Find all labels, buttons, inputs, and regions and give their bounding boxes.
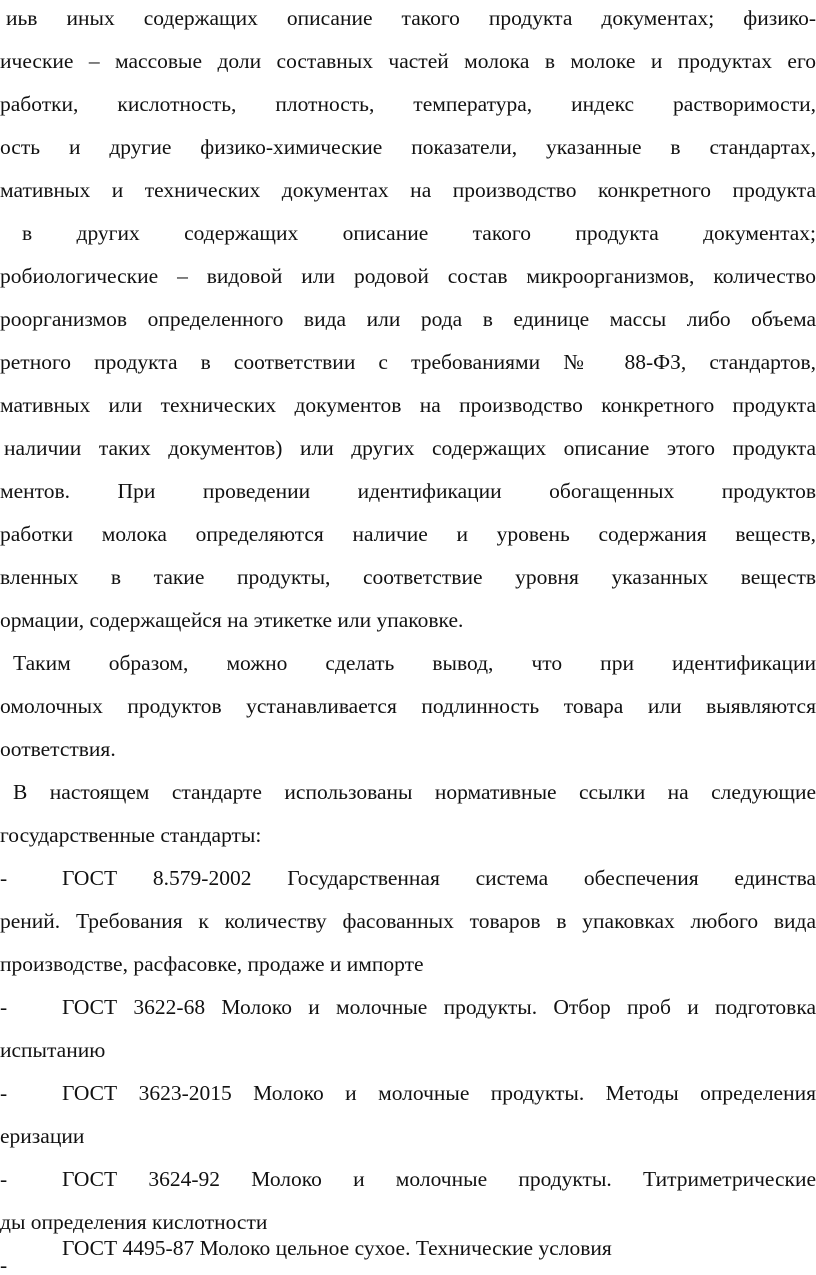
text-line: испытанию <box>0 1038 106 1062</box>
list-bullet: - <box>0 995 8 1019</box>
text-line: ические – массовые доли составных частей молока в молоке и продуктах его <box>0 49 816 73</box>
text-line: В настоящем стандарте использованы нормативные ссылки на следующие <box>13 780 816 804</box>
list-bullet: - <box>0 866 8 890</box>
list-bullet: - <box>0 1167 8 1191</box>
list-item: ГОСТ 4495-87 Молоко цельное сухое. Технические условия <box>62 1236 612 1260</box>
text-line: ретного продукта в соответствии с требованиями № 88-ФЗ, стандартов, <box>0 350 816 374</box>
text-line: мативных и технических документах на производство конкретного продукта <box>0 178 816 202</box>
text-line: ормации, содержащейся на этикетке или упаковке. <box>0 608 464 632</box>
list-item: ГОСТ 3624-92 Молоко и молочные продукты. Титриметрические <box>62 1167 816 1191</box>
text-line: работки молока определяются наличие и уровень содержания веществ, <box>0 522 816 546</box>
list-item: ГОСТ 3622-68 Молоко и молочные продукты. Отбор проб и подготовка <box>62 995 816 1019</box>
text-line: ментов. При проведении идентификации обогащенных продуктов <box>0 479 816 503</box>
list-bullet: - <box>0 1081 8 1105</box>
text-line: производстве, расфасовке, продаже и импорте <box>0 952 424 976</box>
text-line: ость и другие физико-химические показатели, указанные в стандартах, <box>0 135 816 159</box>
list-item: ГОСТ 8.579-2002 Государственная система обеспечения единства <box>62 866 816 890</box>
text-line: робиологические – видовой или родовой состав микроорганизмов, количество <box>0 264 816 288</box>
text-line: рений. Требования к количеству фасованных товаров в упаковках любого вида <box>0 909 816 933</box>
text-line: работки, кислотность, плотность, температура, индекс растворимости, <box>0 92 816 116</box>
text-line: в других содержащих описание такого продукта документах; <box>22 221 816 245</box>
text-line: роорганизмов определенного вида или рода в единице массы либо объема <box>0 307 816 331</box>
text-line: наличии таких документов) или других содержащих описание этого продукта <box>4 436 816 460</box>
list-item: ГОСТ 3623-2015 Молоко и молочные продукты. Методы определения <box>62 1081 816 1105</box>
text-line: государственные стандарты: <box>0 823 262 847</box>
list-bullet: - <box>0 1253 8 1275</box>
text-line: ды определения кислотности <box>0 1210 268 1234</box>
text-line: оответствия. <box>0 737 116 761</box>
text-line: омолочных продуктов устанавливается подлинность товара или выявляются <box>0 694 816 718</box>
text-line: мативных или технических документов на производство конкретного продукта <box>0 393 816 417</box>
text-line: Таким образом, можно сделать вывод, что при идентификации <box>13 651 816 675</box>
text-line: еризации <box>0 1124 85 1148</box>
text-line: вленных в такие продукты, соответствие уровня указанных веществ <box>0 565 816 589</box>
text-line: иьв иных содержащих описание такого продукта документах; физико- <box>6 6 816 30</box>
